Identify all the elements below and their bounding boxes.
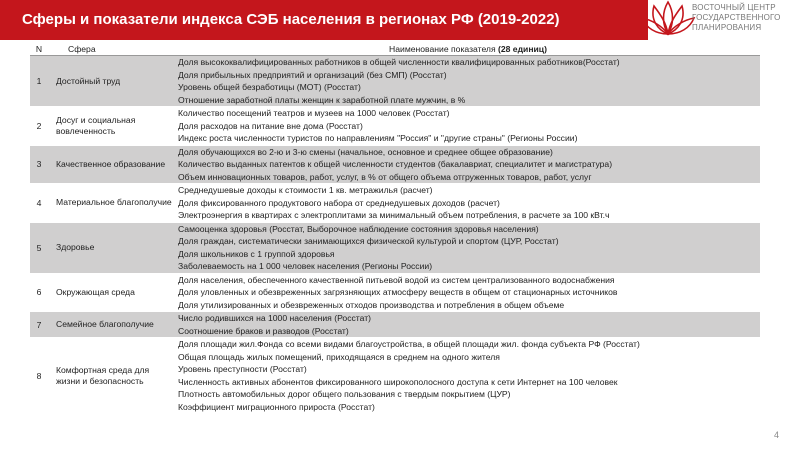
indicator-item: Самооценка здоровья (Росстат, Выборочное наблюдение состояния здоровья населения) [178, 223, 539, 234]
table-row [30, 338, 760, 414]
header-indicators-count: (28 единиц) [498, 44, 547, 54]
indicator-item: Коэффициент миграционного прироста (Росстат) [178, 401, 375, 412]
row-indicators [176, 338, 760, 413]
row-sphere: Здоровье [56, 242, 95, 252]
table-row [30, 107, 760, 146]
indicator-item: Электроэнергия в квартирах с электроплитами за минимальный объем потребления, в расчете за 100 кВт.ч [178, 210, 610, 220]
indicator-item: Доля обучающихся во 2-ю и 3-ю смены (начальное, основное и среднее общее образование) [178, 146, 553, 157]
indicator-item: Заболеваемость на 1 000 человек населения (Регионы России) [178, 261, 433, 271]
table-row [30, 184, 760, 223]
table-row [30, 274, 760, 313]
row-indicators [176, 107, 760, 145]
indicator-item: Доля граждан, систематически занимающихся физической культурой и спортом (ЦУР, Росстат) [178, 236, 559, 246]
table-header [30, 43, 760, 56]
row-indicators [176, 184, 760, 222]
table-row [30, 56, 760, 107]
header-indicators-label: Наименование показателя [389, 44, 498, 54]
row-number: 4 [36, 197, 42, 208]
row-sphere: Окружающая среда [56, 286, 135, 297]
slide-title: Сферы и показатели индекса СЭБ населения в регионах РФ (2019-2022) [0, 0, 648, 40]
indicator-item: Среднедушевые доходы к стоимости 1 кв. метражилья (расчет) [178, 185, 433, 195]
indicator-item: Уровень общей безработицы (МОТ) (Росстат) [178, 82, 361, 92]
indicator-item: Общая площадь жилых помещений, приходящаяся в среднем на одного жителя [178, 351, 500, 362]
row-sphere: Семейное благополучие [56, 319, 154, 329]
organization-name [692, 3, 800, 33]
indicator-item: Отношение заработной платы женщин к заработной плате мужчин, в % [178, 94, 466, 105]
row-number: 5 [36, 242, 42, 253]
row-sphere: Качественное образование [56, 158, 166, 169]
row-number: 3 [36, 159, 42, 170]
row-number: 2 [36, 120, 42, 131]
indicator-item: Численность активных абонентов фиксированного широкополосного доступа к сети Интернет на 100 человек [178, 376, 618, 387]
indicator-item: Доля школьников с 1 группой здоровья [178, 248, 335, 259]
indicator-item: Индекс роста численности туристов по направлениям "Россия" и "другие страны" (Регионы России) [178, 133, 578, 143]
indicator-item: Доля утилизированных и обезвреженных отходов производства и потребления в общем объеме [178, 299, 565, 310]
indicator-item: Объем инновационных товаров, работ, услуг, в % от общего объема отгруженных товаров, работ, услуг [178, 171, 592, 182]
indicator-item: Доля высококвалифицированных работников в общей численности квалифицированных работников(Росстат) [178, 57, 620, 67]
row-indicators [176, 56, 760, 106]
indicator-item: Доля площади жил.Фонда со всеми видами благоустройства, в общей площади жил. фонда субъекта РФ (Росстат) [178, 339, 640, 349]
indicator-item: Плотность автомобильных дорог общего пользования с твердым покрытием (ЦУР) [178, 389, 511, 399]
page-number: 4 [774, 430, 780, 440]
indicator-item: Доля расходов на питание вне дома (Росстат) [178, 120, 363, 131]
row-number: 7 [36, 319, 42, 330]
table-row [30, 223, 760, 274]
indicator-item: Количество выданных патентов к общей численности студентов (бакалавриат, специалитет и магистратура) [178, 159, 613, 169]
row-number: 6 [36, 287, 42, 298]
indicators-table [30, 43, 760, 414]
row-sphere: Досуг и социальная вовлеченность [56, 114, 136, 136]
row-indicators [176, 274, 760, 312]
org-line: ПЛАНИРОВАНИЯ [692, 23, 762, 32]
row-number: 1 [36, 76, 42, 86]
table-body [30, 56, 760, 414]
header-number: N [35, 44, 43, 54]
indicator-item: Соотношение браков и разводов (Росстат) [178, 325, 349, 336]
row-indicators [176, 223, 760, 273]
flower-logo-icon [640, 0, 696, 40]
header-indicators [176, 43, 760, 55]
org-line: ВОСТОЧНЫЙ ЦЕНТР [692, 3, 776, 12]
table-row [30, 312, 760, 338]
indicator-item: Число родившихся на 1000 населения (Росстат) [178, 313, 372, 323]
indicator-item: Количество посещений театров и музеев на 1000 человек (Росстат) [178, 108, 450, 118]
row-number: 8 [36, 370, 42, 381]
indicator-item: Доля фиксированного продуктового набора от среднедушевых доходов (расчет) [178, 197, 500, 208]
indicator-item: Доля населения, обеспеченного качественной питьевой водой из систем централизованного водоснабжения [178, 274, 615, 285]
indicator-item: Доля уловленных и обезвреженных загрязняющих атмосферу веществ в общем от стационарных источников [178, 287, 618, 297]
header-sphere: Сфера [68, 44, 96, 54]
row-indicators [176, 312, 760, 337]
org-line: ГОСУДАРСТВЕННОГО [692, 13, 781, 22]
row-sphere: Материальное благополучие [56, 197, 172, 208]
row-indicators [176, 146, 760, 184]
indicator-item: Доля прибыльных предприятий и организаций (без СМП) (Росстат) [178, 69, 447, 80]
table-row [30, 146, 760, 185]
indicator-item: Уровень преступности (Росстат) [178, 364, 307, 374]
row-sphere: Комфортная среда для жизни и безопасность [56, 364, 150, 386]
row-sphere: Достойный труд [56, 75, 121, 86]
